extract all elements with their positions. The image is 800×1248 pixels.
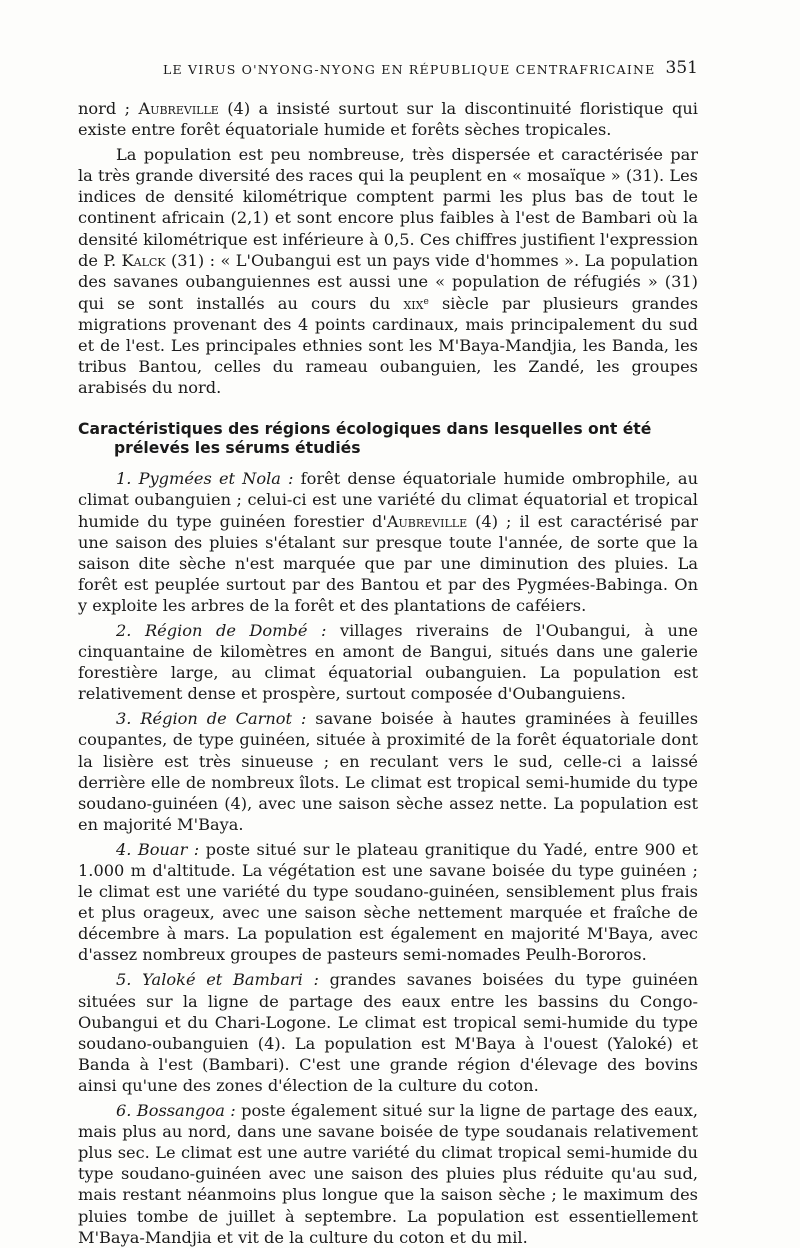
article-body (78, 98, 698, 1248)
region-label: 6. Bossangoa : (116, 1101, 236, 1121)
region-label: 1. Pygmées et Nola : (116, 469, 294, 489)
page-number: 351 (665, 58, 698, 78)
page-header (78, 58, 698, 82)
author-name: Aubreville (138, 99, 219, 118)
region-label: 4. Bouar : (116, 839, 200, 859)
region-label: 3. Région de Carnot : (116, 709, 307, 729)
author-name: Aubreville (386, 511, 468, 531)
region-paragraph-6: 6. Bossangoa : poste également situé sur la ligne de partage des eaux, mais plus au nord, dans une savane boisée de type soudanais relativement plus sec. Le climat est une autre variété du climat tropical semi-humide du type soudano-guinéen avec une saison des pluies plus réduite qu'au sud, mais restant néanmoins plus longue que la saison sèche ; le maximum des pluies tombe de juillet à septembre. La population est essentiellement M'Baya-Mandjia et vit de la culture du coton et du mil. (78, 1101, 699, 1247)
paragraph-population: La population est peu nombreuse, très dispersée et caractérisée par la très grande diversité des races qui la peuplent en « mosaïque » (31). Les indices de densité kilométrique comptent parmi les plus bas de tout le continent africain (2,1) et sont encore plus faibles à l'est de Bambari où la densité kilométrique est inférieure à 0,5. Ces chiffres justifient l'expression de P. Kalck (31) : « L'Oubangui est un pays vide d'hommes ». La population des savanes oubanguiennes est aussi une « population de réfugiés » (31) qui se sont installés au cours du xix$^e$ siècle par plusieurs grandes migrations provenant des 4 points cardinaux, mais principalement du sud et de l'est. Les principales ethnies sont les M'Baya-Mandjia, les Banda, les tribus Bantou, celles du rameau oubanguien, les Zandé, les groupes arabisés du nord. (78, 145, 699, 398)
paragraph-continuation: nord ; Aubreville (4) a insisté surtout sur la discontinuité floristique qui existe entre forêt équatoriale humide et forêts sèches tropicales. (78, 99, 698, 140)
region-label: 5. Yaloké et Bambari : (116, 970, 319, 990)
author-name: Kalck (121, 250, 166, 270)
region-paragraph-1: 1. Pygmées et Nola : forêt dense équatoriale humide ombrophile, au climat oubanguien ; celui-ci est une variété du climat équatorial et tropical humide du type guinéen forestier d'Aubreville (4) ; il est caractérisé par une saison des pluies s'étalant sur presque toute l'année, de sorte que la saison dite sèche n'est marquée que par une diminution des pluies. La forêt est peuplée surtout par des Bantou et par des Pygmées-Babinga. On y exploite les arbres de la forêt et des plantations de caféiers. (78, 469, 698, 615)
region-paragraph-3: 3. Région de Carnot : savane boisée à hautes graminées à feuilles coupantes, de type guinéen, située à proximité de la forêt équatoriale dont la lisière est très sinueuse ; en reculant vers le sud, celle-ci a laissé derrière elle de nombreux îlots. Le climat est tropical semi-humide du type soudano-guinéen (4), avec une saison sèche assez nette. La population est en majorité M'Baya. (78, 709, 698, 834)
region-paragraph-4: 4. Bouar : poste situé sur le plateau granitique du Yadé, entre 900 et 1.000 m d'altitude. La végétation est une savane boisée du type guinéen ; le climat est une variété du type soudano-guinéen, sensiblement plus frais et plus orageux, avec une saison sèche nettement marquée et fraîche de décembre à mars. La population est également en majorité M'Baya, avec d'assez nombreux groupes de pasteurs semi-nomades Peulh-Bororos. (78, 839, 698, 965)
region-paragraph-5: 5. Yaloké et Bambari : grandes savanes boisées du type guinéen situées sur la ligne de partage des eaux entre les bassins du Congo-Oubangui et du Chari-Logone. Le climat est tropical semi-humide du type soudano-oubanguien (4). La population est M'Baya à l'ouest (Yaloké) et Banda à l'est (Bambari). C'est une grande région d'élevage des bovins ainsi qu'une des zones d'élection de la culture du coton. (78, 970, 699, 1095)
running-title: LE VIRUS O'NYONG-NYONG EN RÉPUBLIQUE CENTRAFRICAINE (163, 62, 656, 77)
region-label: 2. Région de Dombé : (116, 620, 327, 640)
region-paragraph-2: 2. Région de Dombé : villages riverains de l'Oubangui, à une cinquantaine de kilomètres en amont de Bangui, situés dans une galerie forestière large, au climat équatorial oubanguien. La population est relativement dense et prospère, surtout composée d'Oubanguiens. (78, 620, 698, 704)
section-heading: Caractéristiques des régions écologiques dans lesquelles ont été prélevés les sérums étudiés (78, 420, 652, 458)
